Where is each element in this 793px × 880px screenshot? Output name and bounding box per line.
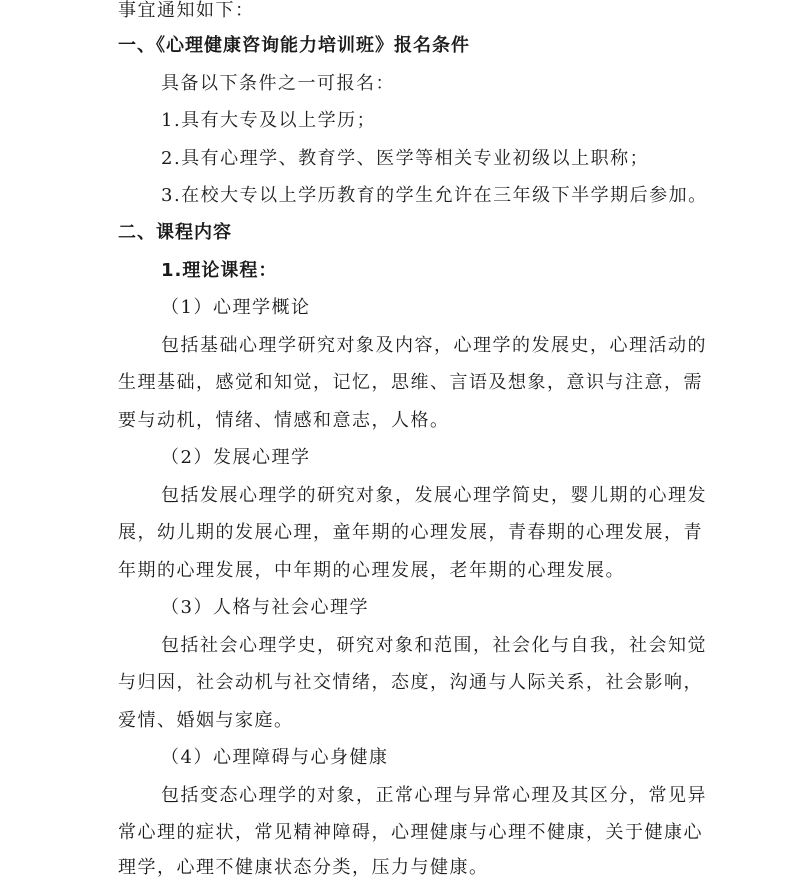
requirement-item: 2.具有心理学、教育学、医学等相关专业初级以上职称； [161,148,650,169]
course-text-line: 常心理的症状，常见精神障碍，心理健康与心理不健康，关于健康心 [118,822,703,843]
course-title: （2）发展心理学 [161,447,311,468]
section1-heading: 一、《心理健康咨询能力培训班》报名条件 [118,35,470,56]
theory-course-heading: 1.理论课程： [161,260,278,281]
course-title: （1）心理学概论 [161,297,311,318]
course-text-line: 包括变态心理学的对象，正常心理与异常心理及其区分，常见异 [161,785,707,806]
course-text-line: 包括基础心理学研究对象及内容，心理学的发展史，心理活动的 [161,335,707,356]
course-text-line: 生理基础，感觉和知觉，记忆，思维、言语及想象，意识与注意，需 [118,372,703,393]
course-text-line: 包括发展心理学的研究对象，发展心理学简史，婴儿期的心理发 [161,485,707,506]
course-title: （4）心理障碍与心身健康 [161,747,389,768]
requirement-item: 1.具有大专及以上学历； [161,110,377,131]
course-text-line: 要与动机，情绪、情感和意志，人格。 [118,410,450,431]
requirement-item: 3.在校大专以上学历教育的学生允许在三年级下半学期后参加。 [161,185,708,206]
course-text-line: 理学，心理不健康状态分类，压力与健康。 [118,857,489,878]
intro-tail-text: 事宜通知如下： [118,0,255,21]
course-text-line: 爱情、婚姻与家庭。 [118,710,294,731]
course-text-line: 包括社会心理学史，研究对象和范围，社会化与自我，社会知觉 [161,635,707,656]
course-text-line: 与归因，社会动机与社交情绪，态度，沟通与人际关系，社会影响， [118,672,703,693]
course-title: （3）人格与社会心理学 [161,597,369,618]
course-text-line: 年期的心理发展，中年期的心理发展，老年期的心理发展。 [118,560,625,581]
section1-lead: 具备以下条件之一可报名： [161,73,395,94]
section2-heading: 二、课程内容 [118,222,232,243]
course-text-line: 展，幼儿期的发展心理，童年期的心理发展，青春期的心理发展，青 [118,522,703,543]
